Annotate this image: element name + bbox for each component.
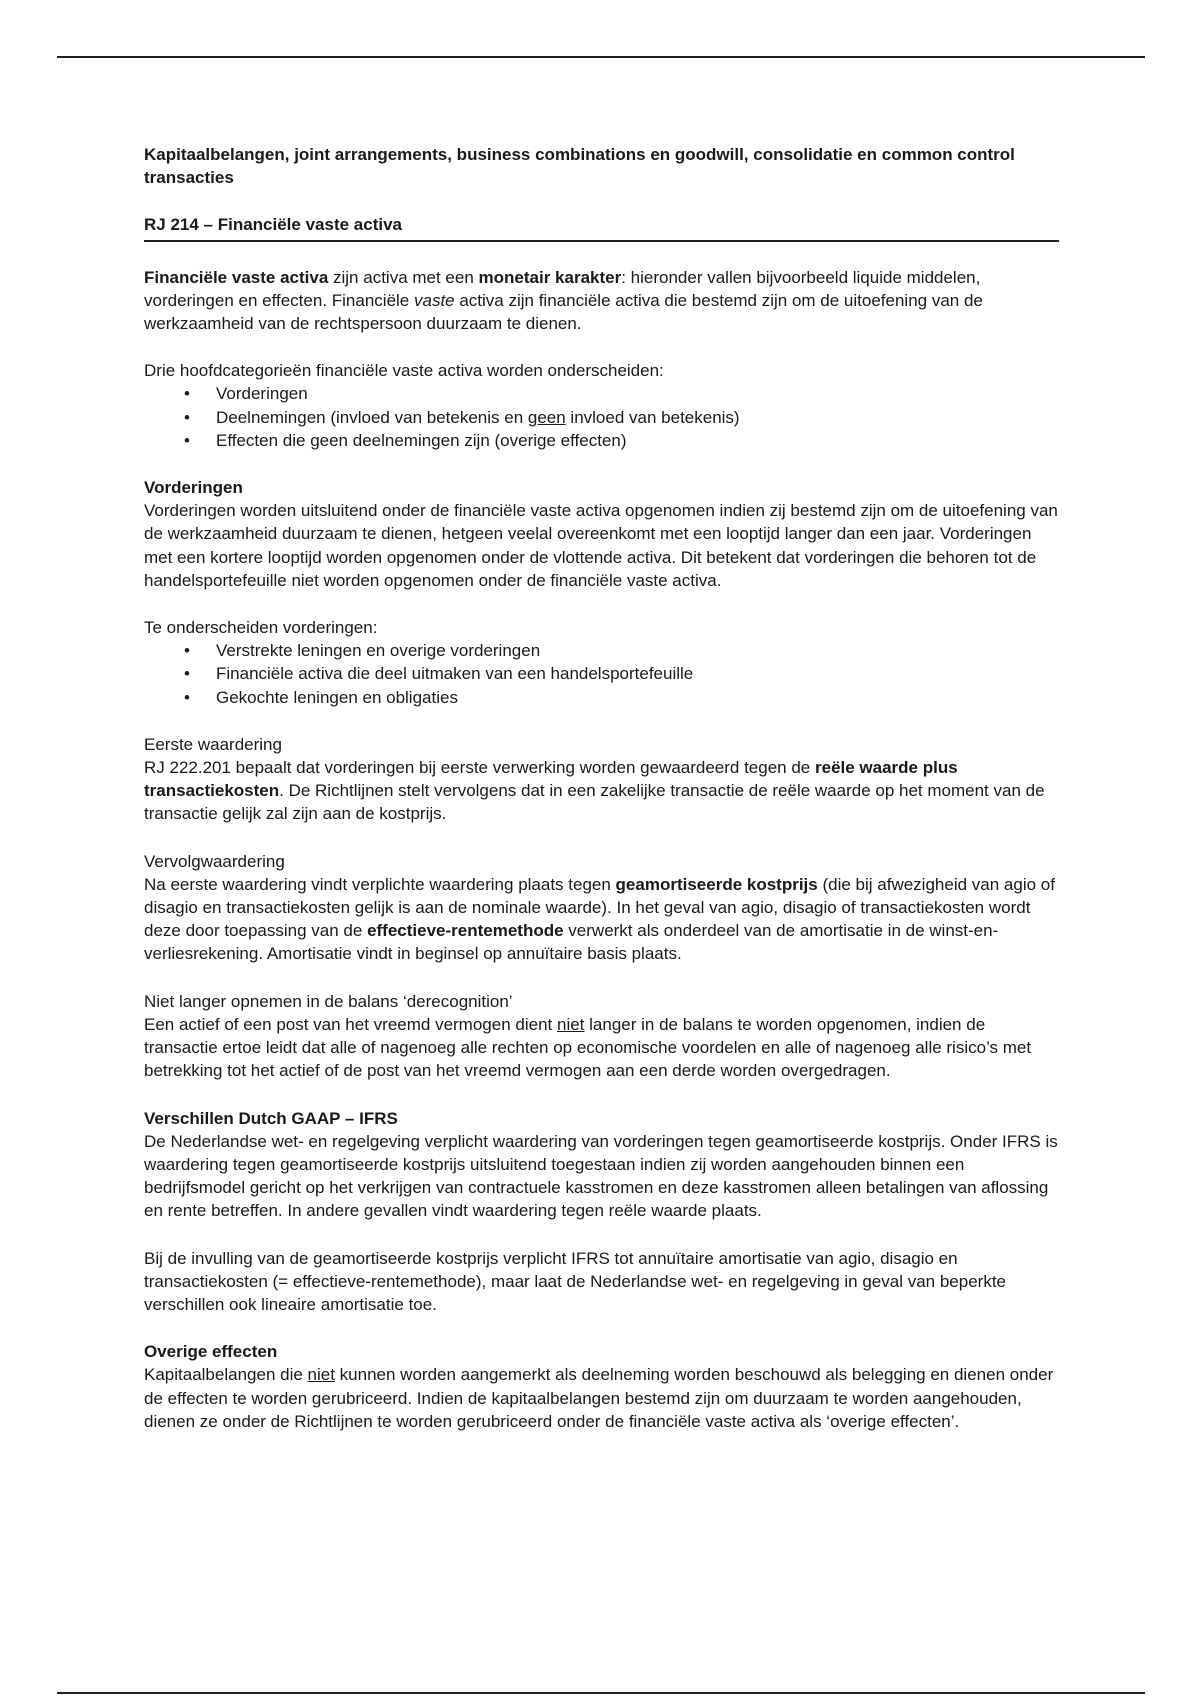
te-onderscheiden-lead: Te onderscheiden vorderingen: xyxy=(144,618,378,638)
list-item: • Gekochte leningen en obligaties xyxy=(144,686,1059,709)
list-item: • Vorderingen xyxy=(144,382,1059,405)
list-item: • Verstrekte leningen en overige vorderingen xyxy=(144,639,1059,662)
vorderingen-paragraph: Vorderingen worden uitsluitend onder de financiële vaste activa opgenomen indien zij bestemd zijn om de uitoefening van de werkzaamheid duurzaam te dienen, hetgeen veelal overeenkomt met een looptijd langer dan een jaar. Vorderingen met een kortere looptijd worden opgenomen onder de vlottende activa. Dit betekent dat vorderingen die behoren tot de handelsportefeuille niet worden opgenomen onder de financiële vaste activa. xyxy=(144,501,1058,590)
list-item: • Effecten die geen deelnemingen zijn (overige effecten) xyxy=(144,429,1059,452)
verschillen-paragraph-1: De Nederlandse wet- en regelgeving verplicht waardering van vorderingen tegen geamortiseerde kostprijs. Onder IFRS is waardering tegen geamortiseerde kostprijs uitsluitend toegestaan indien zij worden aangehouden binnen een bedrijfsmodel gericht op het verkrijgen van contractuele kasstromen en deze kasstromen alleen betalingen van aflossing en rente betreffen. In andere gevallen vindt waardering tegen reële waarde plaats. xyxy=(144,1131,1058,1221)
vorderingen-heading: Vorderingen xyxy=(144,478,243,498)
document-title: Kapitaalbelangen, joint arrangements, business combinations en goodwill, consolidatie en common control transacties xyxy=(144,145,1015,188)
eerste-waardering-heading: Eerste waardering xyxy=(144,734,282,754)
intro-bold-term: Financiële vaste activa xyxy=(144,267,329,287)
intro-bold-monetair: monetair karakter xyxy=(478,267,622,287)
categories-list xyxy=(144,382,1059,452)
intro-italic-vaste: vaste xyxy=(413,290,455,310)
te-onderscheiden-list xyxy=(144,639,1059,709)
list-item: • Deelnemingen (invloed van betekenis en geen invloed van betekenis) xyxy=(144,406,1059,429)
verschillen-heading: Verschillen Dutch GAAP – IFRS xyxy=(144,1108,398,1128)
overige-effecten-paragraph: Kapitaalbelangen die niet kunnen worden aangemerkt als deelneming worden beschouwd als belegging en dienen onder de effecten te worden gerubriceerd. Indien de kapitaalbelangen bestemd zijn om duurzaam te worden aangehouden, dienen ze onder de Richtlijnen te worden gerubriceerd onder de financiële vaste activa als ‘overige effecten’. xyxy=(144,1365,1054,1431)
vervolgwaardering-paragraph: Na eerste waardering vindt verplichte waardering plaats tegen geamortiseerde kostprijs (die bij afwezigheid van agio of disagio en transactiekosten gelijk is aan de nominale waarde). In het geval van agio, disagio of transactiekosten wordt deze door toepassing van de effectieve-rentemethode verwerkt als onderdeel van de amortisatie in de winst-en-verliesrekening. Amortisatie vindt in beginsel op annuïtaire basis plaats. xyxy=(144,874,1055,964)
eerste-waardering-paragraph: RJ 222.201 bepaalt dat vorderingen bij eerste verwerking worden gewaardeerd tegen de reële waarde plus transactiekosten. De Richtlijnen stelt vervolgens dat in een zakelijke transactie de reële waarde op het moment van de transactie gelijk zal zijn aan de kostprijs. xyxy=(144,758,1045,824)
header-rule xyxy=(57,56,1145,58)
intro-paragraph: Financiële vaste activa zijn activa met een monetair karakter: hieronder vallen bijvoorbeeld liquide middelen, vorderingen en effecten. Financiële vaste activa zijn financiële activa die bestemd zijn om de uitoefening van de werkzaamheid van de rechtspersoon duurzaam te dienen. xyxy=(144,267,983,334)
derecognition-paragraph: Een actief of een post van het vreemd vermogen dient niet langer in de balans te worden opgenomen, indien de transactie ertoe leidt dat alle of nagenoeg alle rechten op economische voordelen en alle of nagenoeg alle risico’s met betrekking tot het actief of de post van het vreemd vermogen aan een derde worden overgedragen. xyxy=(144,1014,1032,1081)
section-heading: RJ 214 – Financiële vaste activa xyxy=(144,213,1059,241)
document-page xyxy=(144,143,1059,1433)
list-item: • Financiële activa die deel uitmaken van een handelsportefeuille xyxy=(144,662,1059,685)
vervolgwaardering-heading: Vervolgwaardering xyxy=(144,851,285,871)
footer-rule xyxy=(57,1692,1145,1694)
derecognition-heading: Niet langer opnemen in de balans ‘derecognition’ xyxy=(144,991,513,1011)
verschillen-paragraph-2: Bij de invulling van de geamortiseerde kostprijs verplicht IFRS tot annuïtaire amortisatie van agio, disagio en transactiekosten (= effectieve-rentemethode), maar laat de Nederlandse wet- en regelgeving in geval van beperkte verschillen ook lineaire amortisatie toe. xyxy=(144,1248,1006,1314)
categories-lead: Drie hoofdcategorieën financiële vaste activa worden onderscheiden: xyxy=(144,361,664,381)
overige-effecten-heading: Overige effecten xyxy=(144,1342,278,1362)
